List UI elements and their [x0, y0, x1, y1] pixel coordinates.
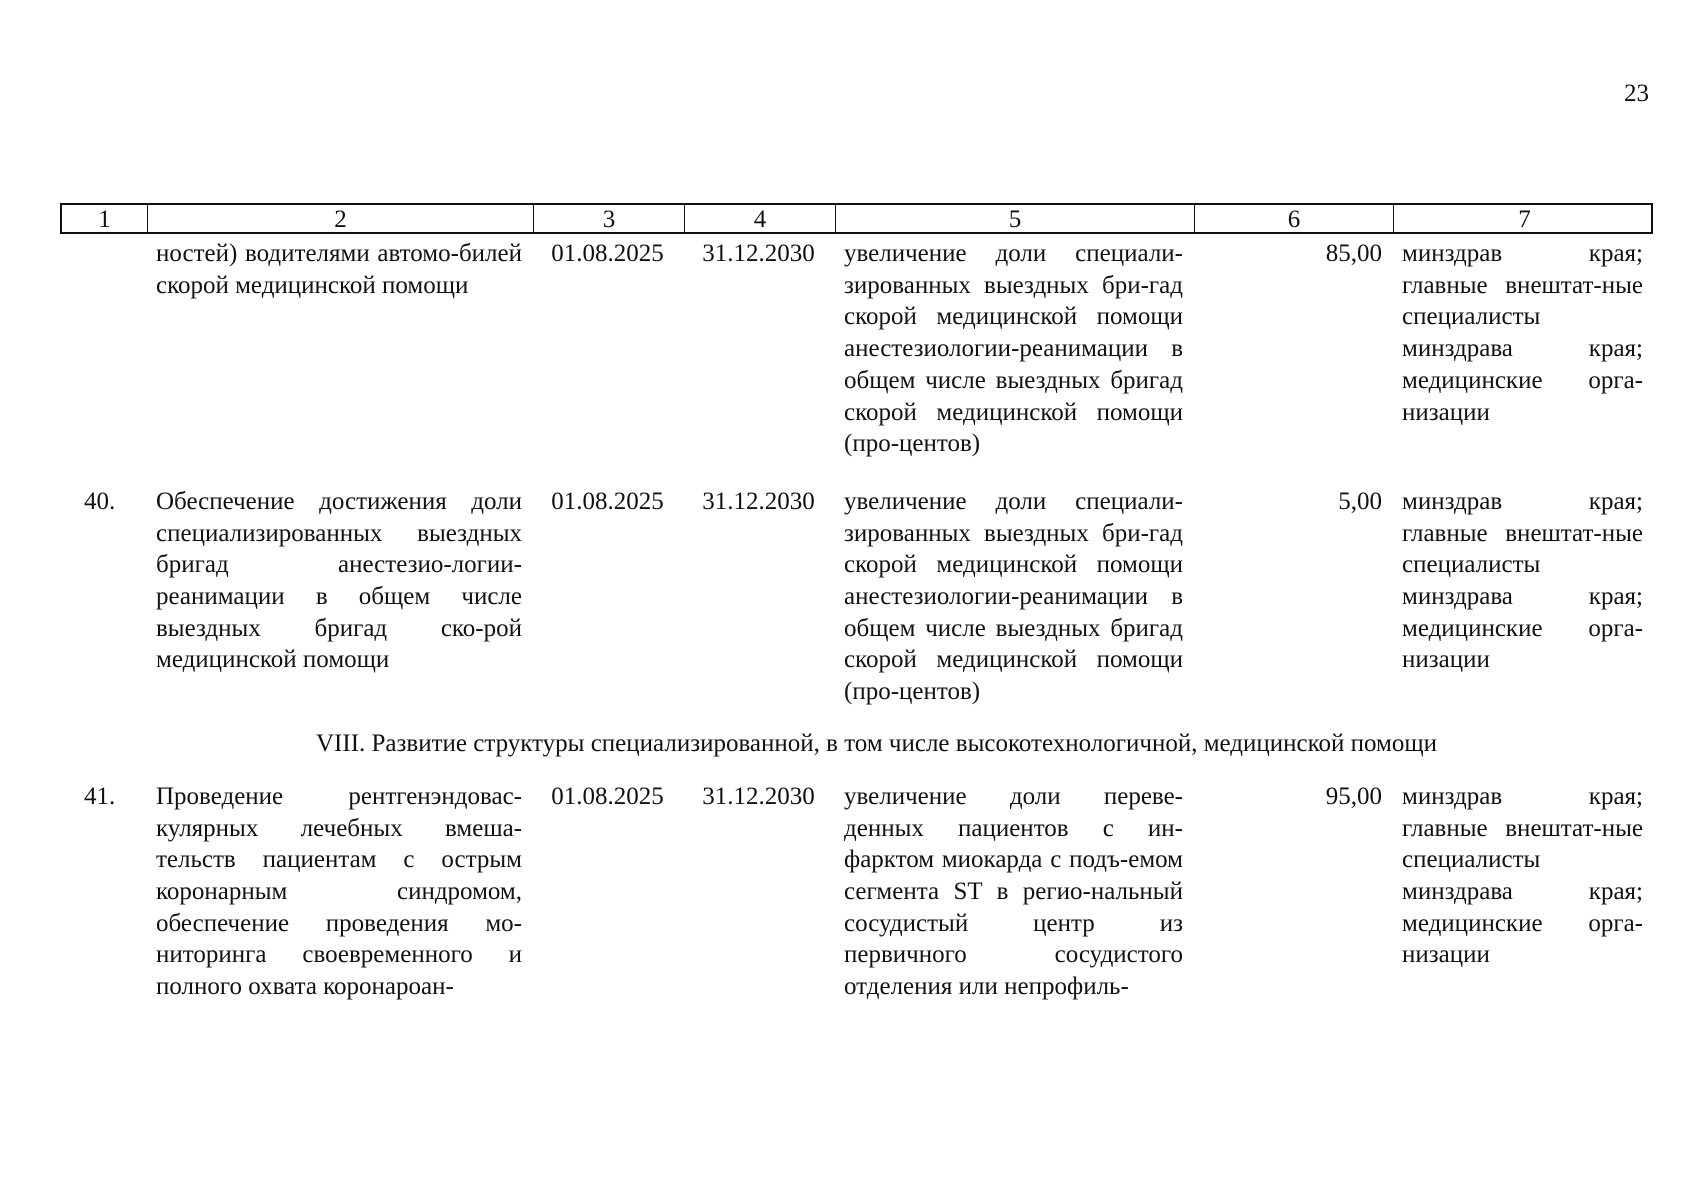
header-col-4: 4	[685, 205, 836, 234]
end-date: 31.12.2030	[702, 782, 815, 810]
end-date: 31.12.2030	[702, 487, 815, 515]
responsible-text: минздрав края; главные внештат-ные специалисты минздрава края; медицинские орга-низации	[1402, 240, 1643, 426]
table-row	[60, 781, 1653, 1003]
row-number: 41.	[84, 782, 116, 810]
row-number	[60, 238, 146, 460]
header-col-6: 6	[1195, 205, 1394, 234]
header-col-2: 2	[148, 205, 534, 234]
target-value: 5,00	[1338, 487, 1382, 515]
header-col-7: 7	[1518, 206, 1531, 233]
activity-text: Обеспечение достижения доли специализированных выездных бригад анестезио-логии-реанимации в общем числе выездных бригад ско-рой медицинской помощи	[156, 487, 522, 674]
indicator-text: увеличение доли специали-зированных выездных бри-гад скорой медицинской помощи анестезиологии-реанимации в общем числе выездных бригад скорой медицинской помощи (про-центов)	[844, 240, 1183, 458]
activity-text: Проведение рентгенэндовас-кулярных лечебных вмеша-тельств пациентам с острым коронарным синдромом, обеспечение проведения мо-ниторинга своевременного и полного охвата коронароан-	[156, 782, 522, 1001]
target-value: 95,00	[1325, 782, 1382, 810]
header-col-3: 3	[534, 205, 685, 234]
activity-text: ностей) водителями автомо-билей скорой медицинской помощи	[156, 240, 522, 299]
start-date: 01.08.2025	[551, 240, 664, 267]
responsible-text: минздрав края; главные внештат-ные специалисты минздрава края; медицинские орга-низации	[1402, 782, 1643, 969]
start-date: 01.08.2025	[551, 487, 664, 515]
indicator-text: увеличение доли переве-денных пациентов с ин-фарктом миокарда с подъ-емом сегмента ST в регио-нальный сосудистый центр из первичного сосудистого отделения или непрофиль-	[844, 782, 1183, 1001]
page-number: 23	[1624, 80, 1649, 107]
table-header	[60, 203, 1653, 234]
target-value: 85,00	[1325, 240, 1382, 267]
header-col-1: 1	[62, 205, 148, 234]
section-title: VIII. Развитие структуры специализированной, в том числе высокотехнологичной, медицинской помощи	[316, 729, 1437, 757]
indicator-text: увеличение доли специали-зированных выездных бри-гад скорой медицинской помощи анестезиологии-реанимации в общем числе выездных бригад скорой медицинской помощи (про-центов)	[844, 487, 1183, 706]
responsible-text: минздрав края; главные внештат-ные специалисты минздрава края; медицинские орга-низации	[1402, 487, 1643, 674]
table-row	[60, 238, 1653, 460]
table-row	[60, 486, 1653, 708]
row-number: 40.	[84, 487, 116, 515]
measures-table	[60, 203, 1653, 1003]
end-date: 31.12.2030	[702, 240, 815, 267]
header-col-5: 5	[836, 205, 1195, 234]
start-date: 01.08.2025	[551, 782, 664, 810]
